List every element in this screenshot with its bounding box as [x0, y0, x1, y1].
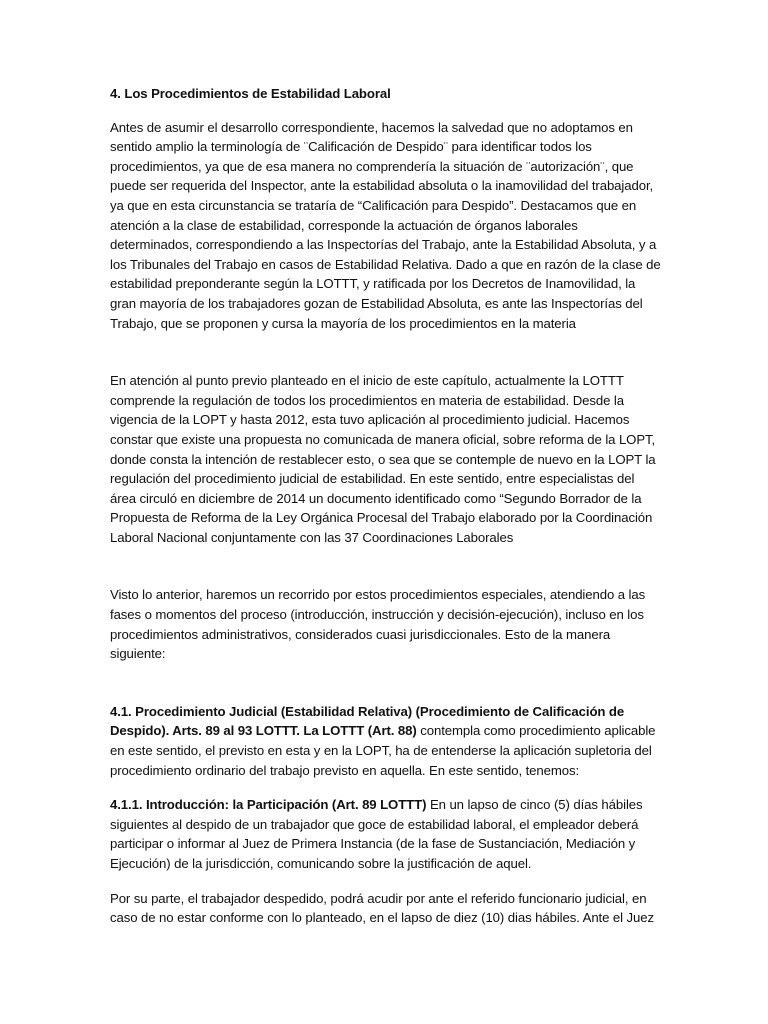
- subsection-title: 4.1. Procedimiento Judicial (Estabilidad Relativa) (Procedimiento de Calificación de Despido). Arts. 89 al 93 LOTTT. La LOTTT (Art. 88): [110, 703, 625, 739]
- paragraph-spacer: [110, 547, 662, 585]
- paragraph-worker-response: Por su parte, el trabajador despedido, podrá acudir por ante el referido funcionario judicial, en caso de no estar conforme con lo planteado, en el lapso de diez (10) dias hábiles. Ante el Juez: [110, 890, 654, 926]
- paragraph-spacer: [110, 333, 662, 371]
- paragraph-spacer: [110, 664, 662, 702]
- paragraph-participation: [110, 795, 662, 873]
- paragraph-spacer: [110, 874, 662, 889]
- paragraph-overview: Visto lo anterior, haremos un recorrido por estos procedimientos especiales, atendiendo a las fases o momentos del proceso (introducción, instrucción y decisión-ejecución), incluso en los procedimientos administrativos, considerados cuasi jurisdiccionales. Esto de la manera siguiente:: [110, 587, 646, 662]
- paragraph-intro: Antes de asumir el desarrollo correspondiente, hacemos la salvedad que no adoptamos en sentido amplio la terminología de ¨Calificación de Despido¨ para identificar todos los procedimientos, ya que de esa manera no comprendería la situación de ¨autorización¨, que puede ser requerida del Inspector, ante la estabilidad absoluta o la inamovilidad del trabajador, ya que en esta circunstancia se trataría de “Calificación para Despido”. Destacamos que en atención a la clase de estabilidad, corresponde la actuación de órganos laborales determinados, correspondiendo a las Inspectorías del Trabajo, ante la Estabilidad Absoluta, y a los Tribunales del Trabajo en casos de Estabilidad Relativa. Dado a que en razón de la clase de estabilidad preponderante según la LOTTT, y ratificada por los Decretos de Inamovilidad, la gran mayoría de los trabajadores gozan de Estabilidad Absoluta, es ante las Inspectorías del Trabajo, que se proponen y cursa la mayoría de los procedimientos en la materia: [110, 119, 661, 331]
- paragraph-judicial-procedure: [110, 702, 662, 780]
- section-heading: 4. Los Procedimientos de Estabilidad Laboral: [110, 86, 391, 101]
- paragraph-lottt-regulation: En atención al punto previo planteado en el inicio de este capítulo, actualmente la LOTTT comprende la regulación de todos los procedimientos en materia de estabilidad. Desde la vigencia de la LOPT y hasta 2012, esta tuvo aplicación al procedimiento judicial. Hacemos constar que existe una propuesta no comunicada de manera oficial, sobre reforma de la LOPT, donde consta la intención de restablecer esto, o sea que se contemple de nuevo en la LOPT la regulación del procedimiento judicial de estabilidad. En este sentido, entre especialistas del área circuló en diciembre de 2014 un documento identificado como “Segundo Borrador de la Propuesta de Reforma de la Ley Orgánica Procesal del Trabajo elaborado por la Coordinación Laboral Nacional conjuntamente con las 37 Coordinaciones Laborales: [110, 373, 656, 545]
- subsection-text: contempla como procedimiento aplicable en este sentido, el previsto en esta y en la LOPT, ha de entenderse la aplicación supletoria del procedimiento ordinario del trabajo previsto en aquella. En este sentido, tenemos:: [110, 723, 656, 778]
- subsection-text: En un lapso de cinco (5) días hábiles siguientes al despido de un trabajador que goce de estabilidad laboral, el empleador deberá participar o informar al Juez de Primera Instancia (de la fase de Sustanciación, Mediación y Ejecución) de la jurisdicción, comunicando sobre la justificación de aquel.: [110, 797, 643, 871]
- subsection-title: 4.1.1. Introducción: la Participación (Art. 89 LOTTT): [110, 797, 427, 813]
- paragraph-spacer: [110, 780, 662, 795]
- document-body: [110, 84, 662, 928]
